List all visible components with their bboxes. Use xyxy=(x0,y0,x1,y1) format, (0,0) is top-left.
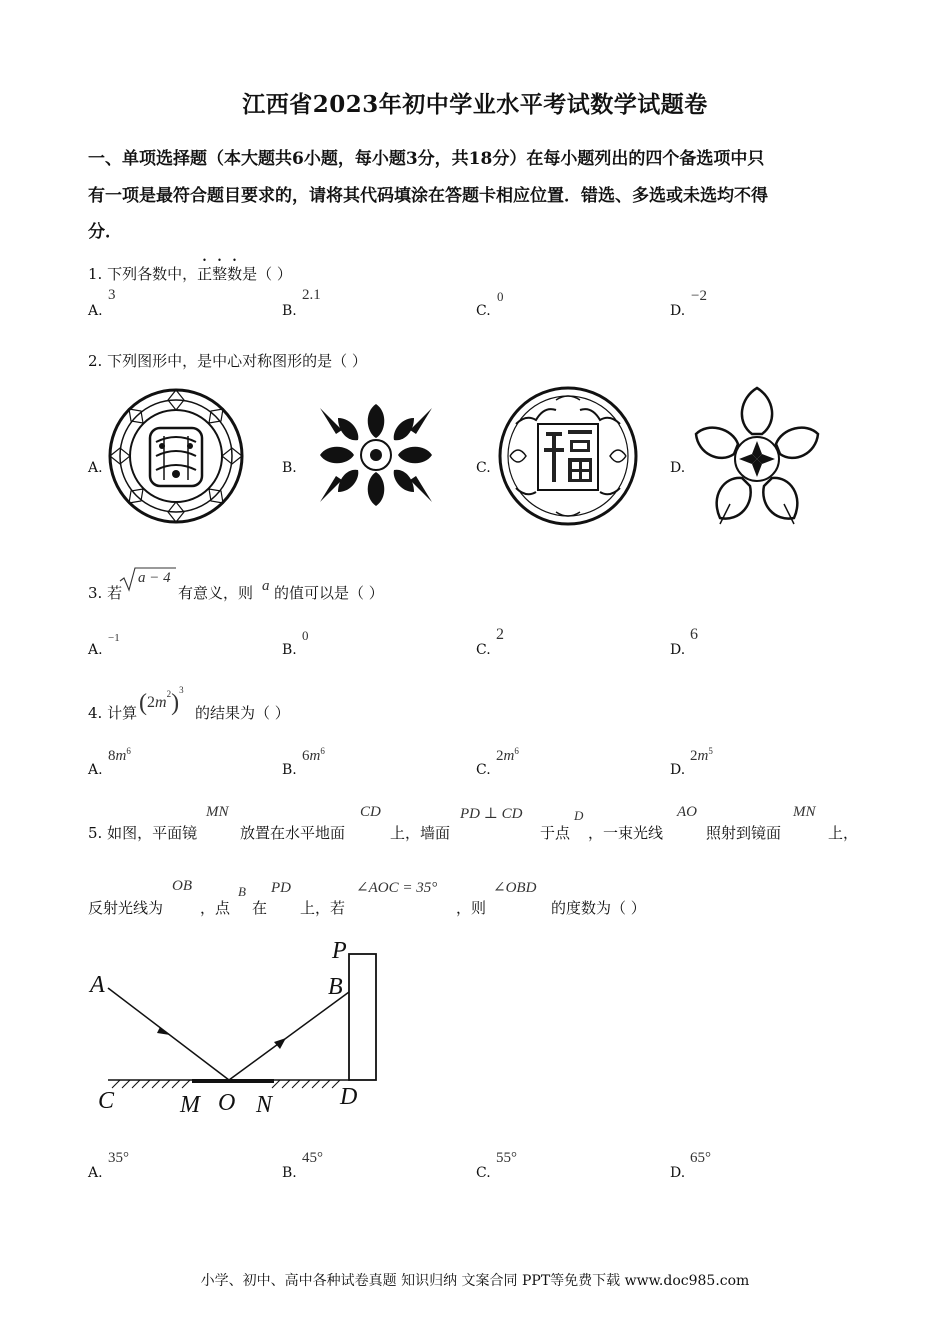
point-n-label: N xyxy=(256,1092,273,1118)
q5-math-mn-2: MN xyxy=(793,804,816,820)
q5-text-13: 的度数为（ ） xyxy=(551,899,646,917)
q3-option-d-value: 6 xyxy=(690,626,698,643)
q5-math-b: B xyxy=(238,884,246,899)
q3-option-c-label: C. xyxy=(476,642,491,658)
q3-option-a-label: A. xyxy=(88,642,103,658)
q5-math-angle-obd: ∠OBD xyxy=(493,880,537,896)
q5-text-1: 5. 如图，平面镜 xyxy=(88,824,198,842)
q4-text-pre: 4. 计算 xyxy=(88,704,138,722)
q5-text-8: 反射光线为 xyxy=(88,899,164,917)
q1-option-c-value: 0 xyxy=(497,289,504,304)
q1-text-pre: 1. 下列各数中， xyxy=(88,265,198,283)
section-instructions-line1: 一、单项选择题（本大题共6小题，每小题3分，共18分）在每小题列出的四个备选项中只 xyxy=(88,149,765,169)
point-o-label: O xyxy=(218,1090,236,1116)
q5-option-d-value: 65° xyxy=(690,1150,711,1166)
section-instructions-line2: 有一项是最符合题目要求的，请将其代码填涂在答题卡相应位置．错选、多选或未选均不得 xyxy=(88,186,768,206)
q4-option-b-value: $6m^6$ xyxy=(302,746,325,764)
seal-c-image xyxy=(496,384,640,528)
q5-math-mn: MN xyxy=(206,804,229,820)
q1-emphasis: 正整数 xyxy=(197,265,243,283)
q5-math-ob: OB xyxy=(172,878,192,894)
q5-math-angle-aoc: ∠AOC = 35° xyxy=(356,880,438,896)
q4-option-d-value: $2m^5$ xyxy=(690,746,713,764)
q1-option-c-label: C. xyxy=(476,303,491,319)
q1-option-b-label: B. xyxy=(282,303,297,319)
q3-option-c-value: 2 xyxy=(496,626,504,643)
rose-d-image xyxy=(690,384,824,528)
footer-text: 小学、初中、高中各种试卷真题 知识归纳 文案合同 PPT等免费下载 www.doc985.com xyxy=(200,1273,750,1289)
point-b-label: B xyxy=(328,974,343,1000)
q2-option-a-label: A. xyxy=(88,460,103,476)
point-m-label: M xyxy=(180,1092,200,1118)
q1-text-post: 是（ ） xyxy=(242,265,292,283)
q3-option-b-value: 0 xyxy=(302,628,309,643)
q4-option-c-value: $2m^6$ xyxy=(496,746,519,764)
q5-option-b-label: B. xyxy=(282,1165,297,1181)
q4-option-d-label: D. xyxy=(670,762,686,778)
q5-text-12: ，则 xyxy=(456,899,487,917)
page-title: 江西省2023年初中学业水平考试数学试题卷 xyxy=(242,91,708,118)
q2-option-d-label: D. xyxy=(670,460,686,476)
q5-text-9: ，点 xyxy=(200,899,231,917)
q5-option-c-value: 55° xyxy=(496,1150,517,1166)
point-d-label: D xyxy=(340,1084,358,1110)
q5-math-cd: CD xyxy=(360,804,381,820)
q5-text-4: 于点 xyxy=(540,824,571,842)
q4-option-a-label: A. xyxy=(88,762,103,778)
q5-text-6: 照射到镜面 xyxy=(706,824,782,842)
q3-text-post: 的值可以是（ ） xyxy=(274,584,384,602)
q5-text-3: 上，墙面 xyxy=(390,824,451,842)
q3-variable: a xyxy=(262,578,270,594)
q1-option-a-label: A. xyxy=(88,303,103,319)
q5-option-d-label: D. xyxy=(670,1165,686,1181)
q5-option-c-label: C. xyxy=(476,1165,491,1181)
q5-text-2: 放置在水平地面 xyxy=(240,824,346,842)
q5-math-pd-perp-cd: PD ⊥ CD xyxy=(460,806,523,822)
q3-option-d-label: D. xyxy=(670,642,686,658)
question-2: 2. 下列图形中，是中心对称图形的是（ ） xyxy=(88,352,367,370)
q4-option-a-value: $8m^6$ xyxy=(108,746,131,764)
q3-option-b-label: B. xyxy=(282,642,297,658)
q5-text-7: 上， xyxy=(828,824,859,842)
q5-text-11: 上，若 xyxy=(300,899,346,917)
q2-option-c-label: C. xyxy=(476,460,491,476)
q5-text-5: ，一束光线 xyxy=(588,824,664,842)
q1-option-a-value: 3 xyxy=(108,287,116,303)
q5-math-ao: AO xyxy=(677,804,697,820)
q5-math-d: D xyxy=(574,808,584,823)
q3-text-pre: 3. 若 xyxy=(88,584,123,602)
point-a-label: A xyxy=(90,972,105,998)
q5-text-10: 在 xyxy=(252,899,268,917)
q1-option-d-label: D. xyxy=(670,303,686,319)
q5-option-b-value: 45° xyxy=(302,1150,323,1166)
q3-option-a-value: −1 xyxy=(108,632,120,644)
flower-b-image xyxy=(302,396,450,514)
q2-option-b-label: B. xyxy=(282,460,297,476)
mirror-reflection-diagram xyxy=(88,932,388,1122)
q4-option-c-label: C. xyxy=(476,762,491,778)
q3-text-mid: 有意义，则 xyxy=(178,584,254,602)
section-instructions-line3: 分． xyxy=(88,222,122,242)
q1-option-b-value: 2.1 xyxy=(302,287,321,303)
q1-option-d-value: −2 xyxy=(691,288,707,304)
q3-radicand: a − 4 xyxy=(138,570,171,586)
question-1 xyxy=(88,256,292,284)
q5-option-a-value: 35° xyxy=(108,1150,129,1166)
emblem-a-image xyxy=(106,384,246,528)
q4-expression: $(2m^2)^3$ xyxy=(139,684,184,716)
q5-option-a-label: A. xyxy=(88,1165,103,1181)
point-p-label: P xyxy=(332,938,347,964)
q4-text-post: 的结果为（ ） xyxy=(195,704,290,722)
point-c-label: C xyxy=(98,1088,115,1114)
q5-math-pd: PD xyxy=(271,880,291,896)
q4-option-b-label: B. xyxy=(282,762,297,778)
